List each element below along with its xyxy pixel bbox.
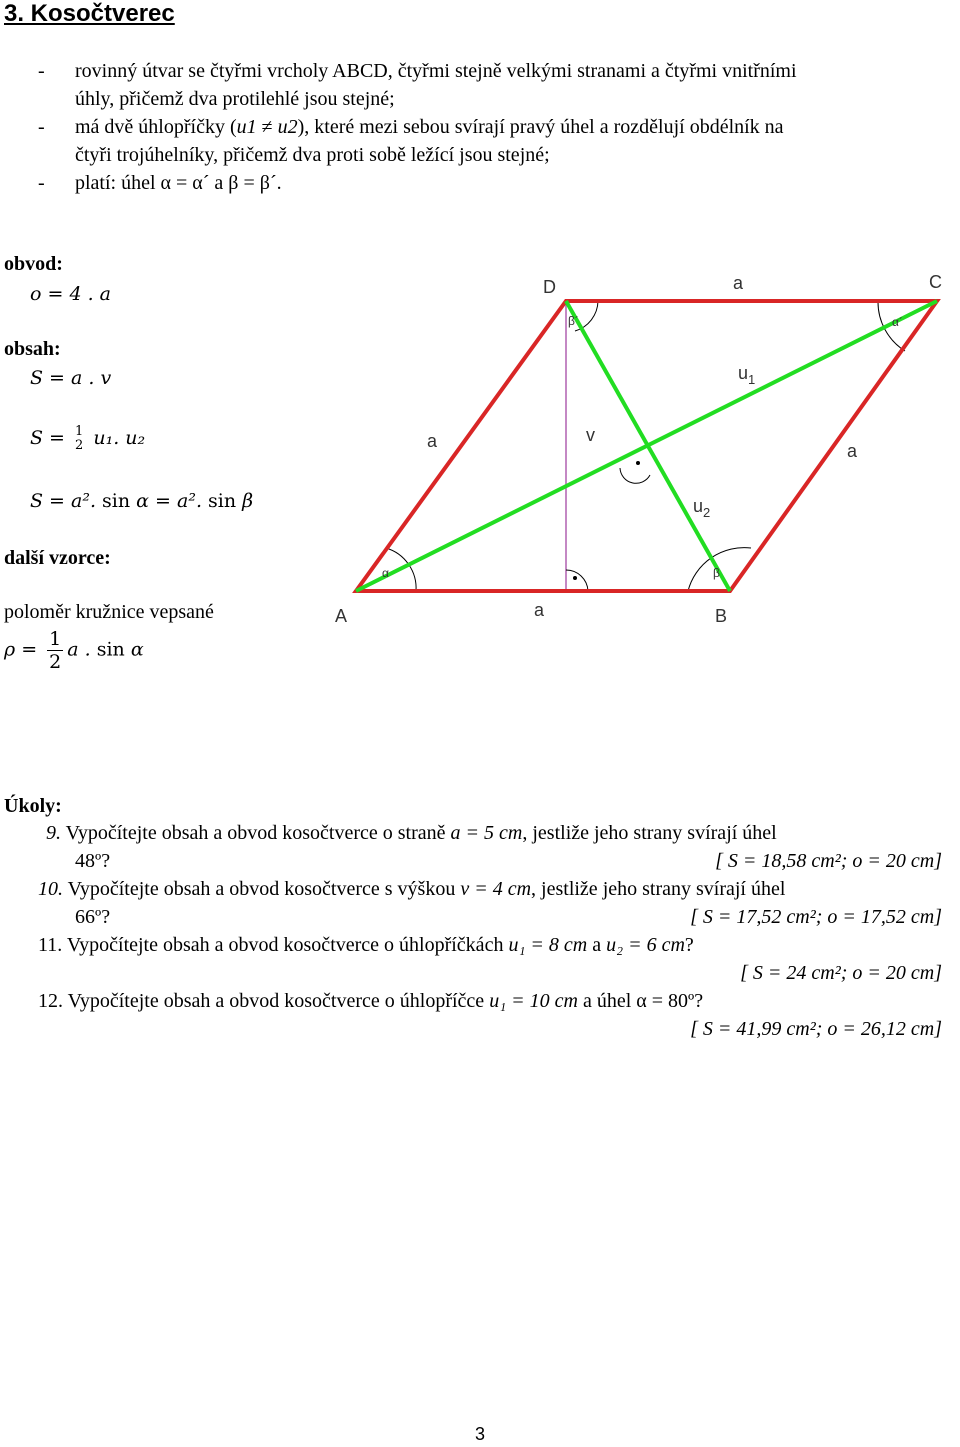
vertex-label-a: A [335, 606, 348, 626]
angle-label-alpha-prime: α´ [892, 315, 903, 329]
side-label-left: a [427, 431, 438, 451]
task-10: 10. Vypočítejte obsah a obvod kosočtverce s výškou v = 4 cm, jestliže jeho strany svírají úhel [38, 878, 786, 900]
formula-inscribed-radius: ρ = $\frac{1}{2}$ a . sin α [4, 628, 144, 673]
section-obsah: obsah: [4, 338, 61, 360]
tasks-heading: Úkoly: [4, 795, 62, 817]
section-dalsi-vzorce: další vzorce: [4, 547, 111, 569]
right-angle-arc [566, 570, 588, 591]
task-9-answer: [ S = 18,58 cm²; o = 20 cm] [715, 850, 942, 872]
diag-right-angle-dot [636, 461, 640, 465]
task-9: 9. Vypočítejte obsah a obvod kosočtverce o straně a = 5 cm, jestliže jeho strany svírají úhel [46, 822, 777, 844]
angle-label-beta-prime: β´ [568, 314, 579, 328]
rhombus-figure [320, 265, 960, 635]
diag-label-u2: $u_2$ [693, 496, 711, 520]
bullet-1 [0, 57, 960, 87]
side-label-bottom: a [534, 600, 545, 620]
formula-area-sine: S = a². sin α = a². sin β [30, 490, 254, 512]
formula-area-height: S = a . v [30, 367, 112, 389]
vertex-label-d: D [543, 277, 556, 297]
formula-area-diagonals: S = 1 2 u₁. u₂ [30, 424, 146, 453]
side-label-right: a [847, 441, 858, 461]
side-label-top: a [733, 273, 744, 293]
task-9-angle: 48º? [75, 850, 111, 872]
bullet-1-cont [0, 85, 960, 115]
bullet-text: čtyři trojúhelníky, přičemž dva proti sobě ležící jsou stejné; [75, 144, 550, 166]
vertex-label-c: C [929, 272, 942, 292]
task-11-answer: [ S = 24 cm²; o = 20 cm] [740, 962, 942, 984]
angle-label-beta: β [713, 566, 720, 580]
height-label: v [586, 425, 595, 445]
bullet-2-cont [0, 141, 960, 171]
right-angle-dot [573, 576, 577, 580]
bullet-2 [0, 113, 960, 143]
diag-right-angle-arc [620, 468, 650, 483]
bullet-dash: - [38, 116, 45, 138]
task-10-answer: [ S = 17,52 cm²; o = 17,52 cm] [690, 906, 942, 928]
bullet-dash: - [38, 60, 45, 82]
bullet-text: má dvě úhlopříčky (u1 ≠ u2), které mezi sebou svírají pravý úhel a rozdělují obdélník na [75, 116, 784, 138]
task-12-answer: [ S = 41,99 cm²; o = 26,12 cm] [690, 1018, 942, 1040]
page-number: 3 [474, 1424, 485, 1444]
page-title: 3. Kosočtverec [4, 0, 175, 27]
diagonal-u2 [566, 301, 730, 591]
inscribed-circle-label: poloměr kružnice vepsané [4, 601, 214, 623]
task-10-angle: 66º? [75, 906, 111, 928]
bullet-3 [0, 169, 960, 199]
bullet-text: platí: úhel α = α´ a β = β´. [75, 172, 282, 194]
diag-label-u1: $u_1$ [738, 363, 756, 387]
task-12: 12. Vypočítejte obsah a obvod kosočtverce o úhlopříčce u₁ = 10 cm a úhel α = 80º? [38, 990, 704, 1012]
angle-label-alpha: α [382, 566, 389, 580]
section-obvod: obvod: [4, 253, 63, 275]
task-11: 11. Vypočítejte obsah a obvod kosočtverce o úhlopříčkách u₁ = 8 cm a u₂ = 6 cm? [38, 934, 694, 956]
formula-perimeter: o = 4 . a [30, 283, 111, 305]
bullet-text: rovinný útvar se čtyřmi vrcholy ABCD, čtyřmi stejně velkými stranami a čtyřmi vnitřními [75, 60, 797, 82]
bullet-dash: - [38, 172, 45, 194]
vertex-label-b: B [715, 606, 728, 626]
bullet-text: úhly, přičemž dva protilehlé jsou stejné; [75, 88, 395, 110]
